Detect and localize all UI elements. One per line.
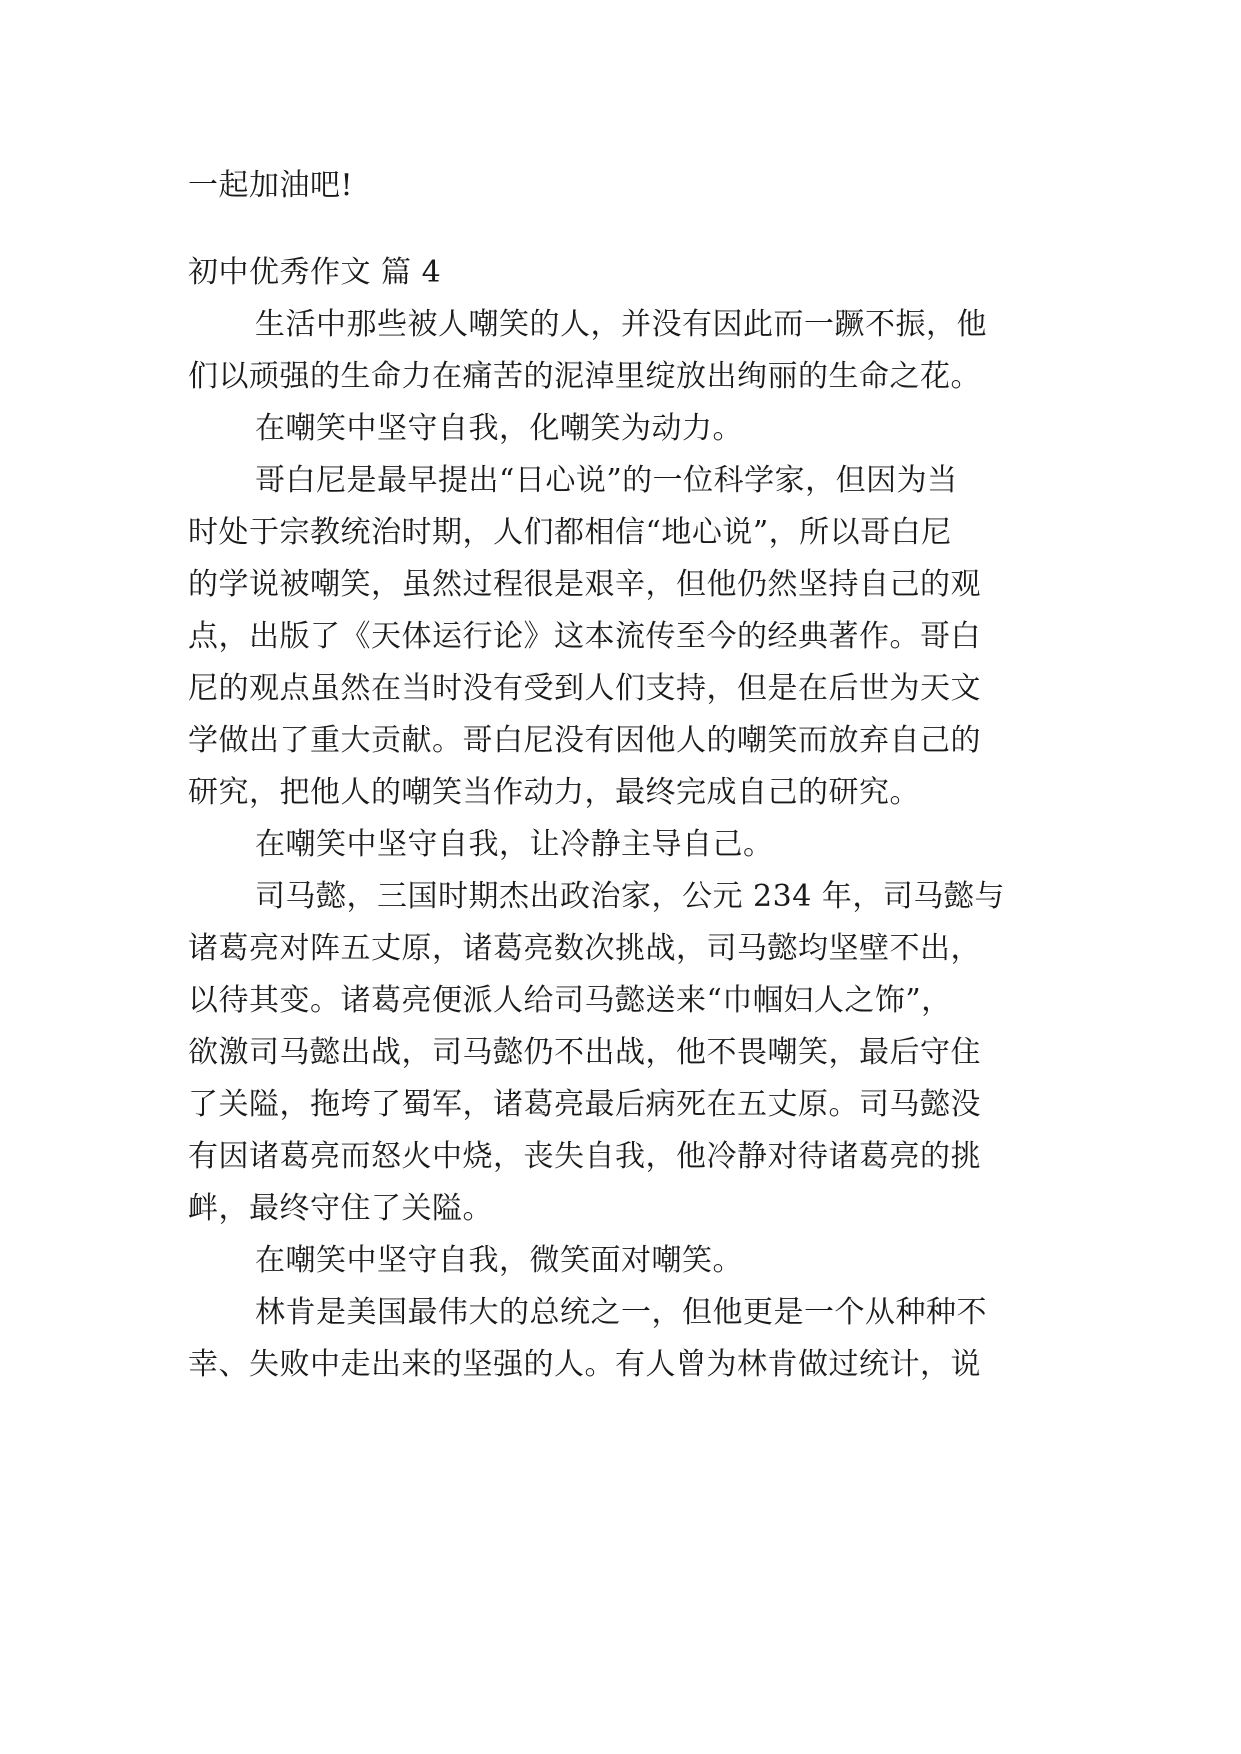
text-line: 了关隘，拖垮了蜀军，诸葛亮最后病死在五丈原。司马懿没	[188, 1087, 981, 1122]
text-line: 哥白尼是最早提出“日心说”的一位科学家，但因为当	[255, 463, 958, 498]
text-line: 在嘲笑中坚守自我，让冷静主导自己。	[255, 827, 774, 862]
text-line: 点，出版了《天体运行论》这本流传至今的经典著作。哥白	[188, 619, 981, 654]
text-line: 时处于宗教统治时期，人们都相信“地心说”，所以哥白尼	[188, 515, 952, 550]
text-line: 衅，最终守住了关隘。	[188, 1191, 493, 1226]
section-title: 初中优秀作文 篇 4	[188, 255, 442, 290]
text-line: 生活中那些被人嘲笑的人，并没有因此而一蹶不振，他	[255, 307, 987, 342]
text-line: 有因诸葛亮而怒火中烧，丧失自我，他冷静对待诸葛亮的挑	[188, 1139, 981, 1174]
text-line: 以待其变。诸葛亮便派人给司马懿送来“巾帼妇人之饰”，	[188, 983, 952, 1018]
text-line: 欲激司马懿出战，司马懿仍不出战，他不畏嘲笑，最后守住	[188, 1035, 981, 1070]
text-line: 在嘲笑中坚守自我，化嘲笑为动力。	[255, 411, 743, 446]
text-line: 们以顽强的生命力在痛苦的泥淖里绽放出绚丽的生命之花。	[188, 359, 981, 394]
text-line: 尼的观点虽然在当时没有受到人们支持，但是在后世为天文	[188, 671, 981, 706]
text-line: 的学说被嘲笑，虽然过程很是艰辛，但他仍然坚持自己的观	[188, 567, 981, 602]
text-line: 司马懿，三国时期杰出政治家，公元 234 年，司马懿与	[255, 879, 1005, 914]
text-line: 幸、失败中走出来的坚强的人。有人曾为林肯做过统计，说	[188, 1347, 981, 1382]
text-line: 研究，把他人的嘲笑当作动力，最终完成自己的研究。	[188, 775, 920, 810]
text-line: 在嘲笑中坚守自我，微笑面对嘲笑。	[255, 1243, 743, 1278]
closing-line: 一起加油吧!	[188, 168, 354, 203]
text-line: 诸葛亮对阵五丈原，诸葛亮数次挑战，司马懿均坚壁不出，	[188, 931, 981, 966]
text-line: 学做出了重大贡献。哥白尼没有因他人的嘲笑而放弃自己的	[188, 723, 981, 758]
text-line: 林肯是美国最伟大的总统之一，但他更是一个从种种不	[255, 1295, 987, 1330]
